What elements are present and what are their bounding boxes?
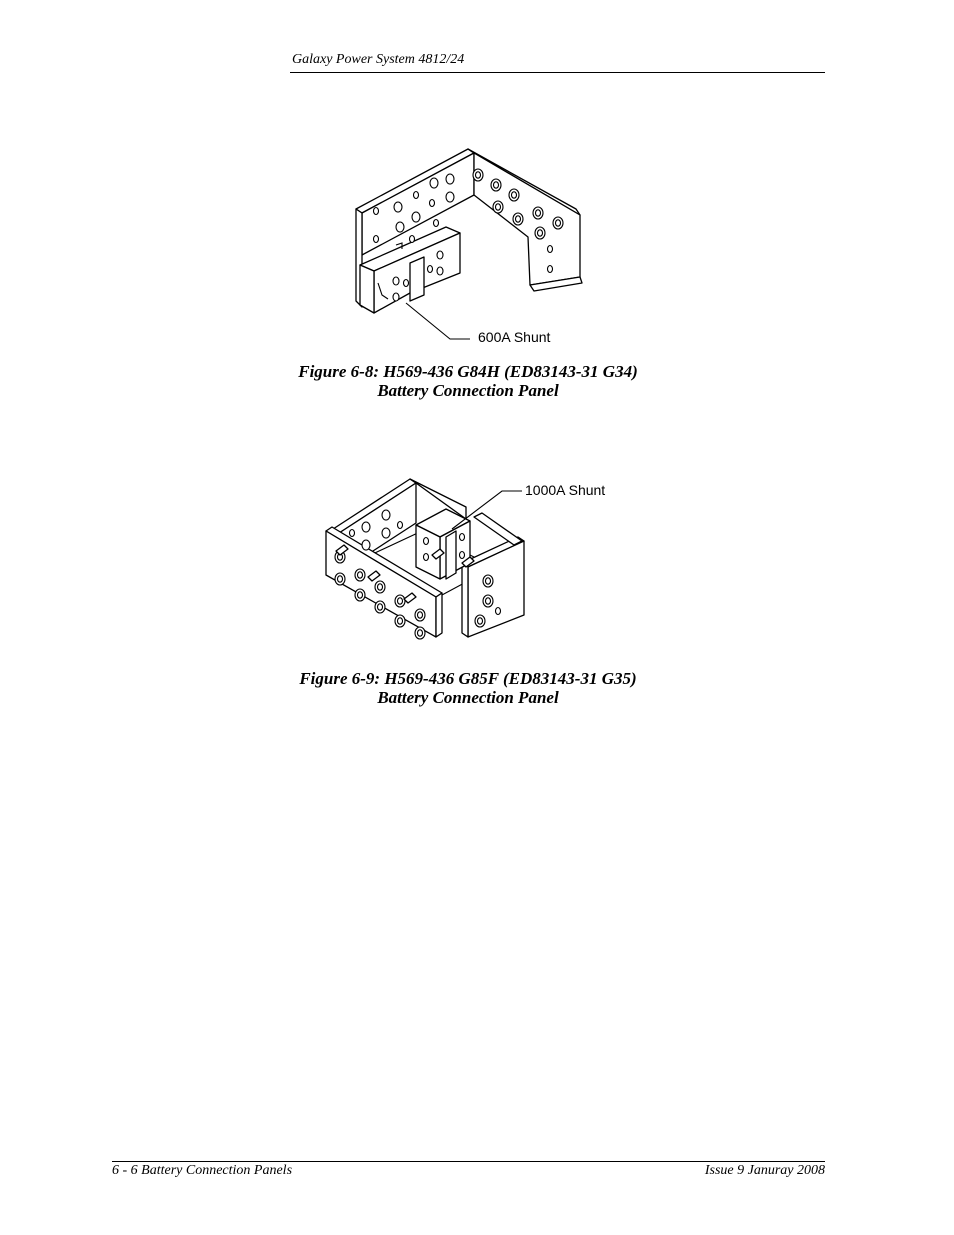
figure-6-9-callout-label: 1000A Shunt bbox=[525, 482, 606, 498]
footer-section: 6 - 6 Battery Connection Panels bbox=[112, 1163, 293, 1178]
figure-6-8-illustration bbox=[350, 145, 590, 350]
footer-rule bbox=[112, 1161, 825, 1162]
footer-issue: Issue 9 Januray 2008 bbox=[704, 1163, 825, 1178]
figure-6-8-caption bbox=[180, 362, 756, 400]
figure-6-8-caption-line2: Battery Connection Panel bbox=[377, 381, 559, 400]
figure-6-9-caption bbox=[180, 669, 756, 707]
figure-6-9-illustration bbox=[322, 475, 532, 650]
figure-6-8-callout-label: 600A Shunt bbox=[478, 329, 551, 345]
figure-6-8-caption-line1: Figure 6-8: H569-436 G84H (ED83143-31 G34) bbox=[298, 362, 638, 381]
running-header: Galaxy Power System 4812/24 bbox=[292, 52, 465, 67]
figure-6-9-caption-line2: Battery Connection Panel bbox=[377, 688, 559, 707]
figure-6-9-caption-line1: Figure 6-9: H569-436 G85F (ED83143-31 G35) bbox=[299, 669, 637, 688]
header-rule bbox=[290, 72, 825, 73]
